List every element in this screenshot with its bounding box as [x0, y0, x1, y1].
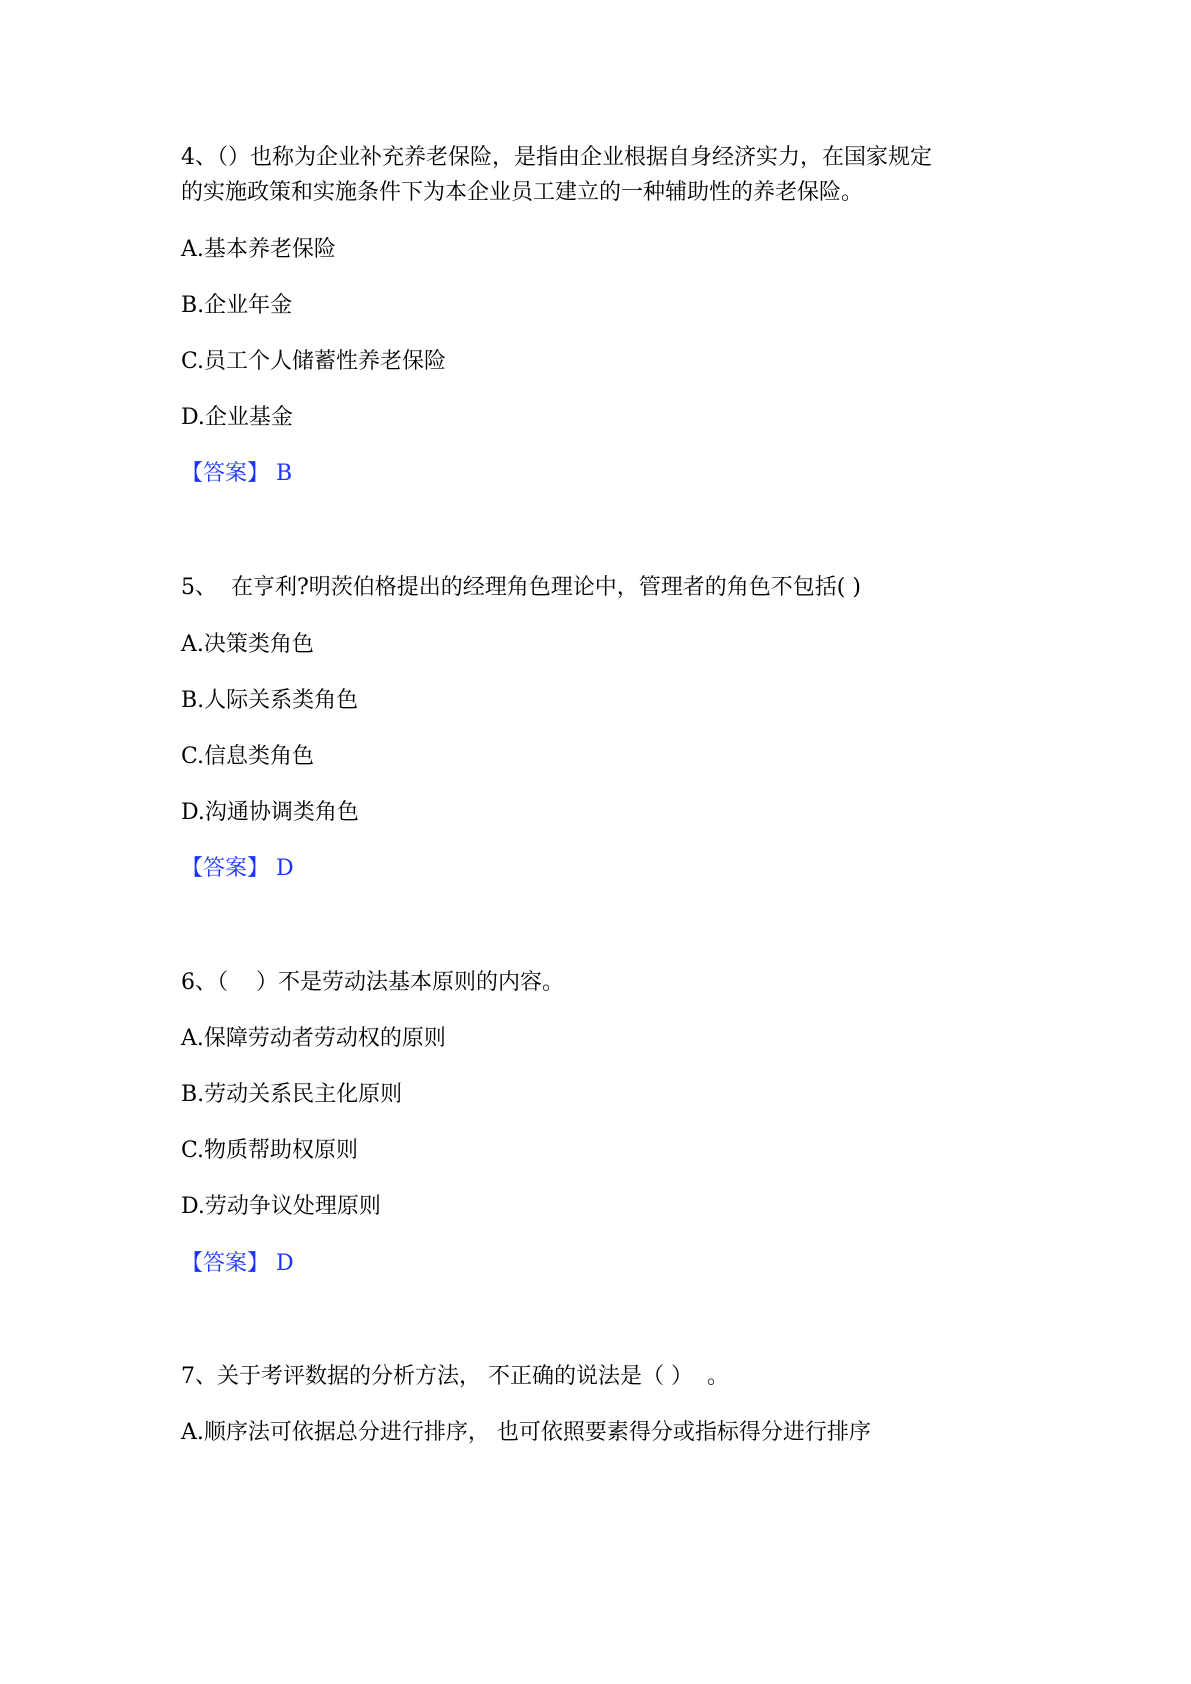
question-6-option-b: B.劳动关系民主化原则	[181, 1082, 403, 1107]
question-5-stem-line-1: 5、 在亨利?明茨伯格提出的经理角色理论中，管理者的角色不包括( )	[181, 575, 861, 600]
question-4-option-d: D.企业基金	[181, 405, 293, 430]
question-5-option-a: A.决策类角色	[181, 632, 314, 657]
question-5-option-b: B.人际关系类角色	[181, 688, 359, 713]
question-4-answer: 【答案】 B	[181, 461, 293, 486]
question-4-stem-line-2: 的实施政策和实施条件下为本企业员工建立的一种辅助性的养老保险。	[181, 180, 864, 205]
question-4-option-c: C.员工个人储蓄性养老保险	[181, 349, 447, 374]
question-5-option-d: D.沟通协调类角色	[181, 800, 359, 825]
question-5-answer: 【答案】 D	[181, 856, 294, 881]
question-4-stem-line-1: 4、（）也称为企业补充养老保险，是指由企业根据自身经济实力，在国家规定	[181, 145, 932, 170]
question-6-stem-line-1: 6、（ ）不是劳动法基本原则的内容。	[181, 970, 564, 995]
question-5-option-c: C.信息类角色	[181, 744, 315, 769]
question-7-stem-line-1: 7、关于考评数据的分析方法， 不正确的说法是（ ） 。	[181, 1364, 729, 1389]
question-6-answer: 【答案】 D	[181, 1251, 294, 1276]
question-7-option-a: A.顺序法可依据总分进行排序， 也可依照要素得分或指标得分进行排序	[181, 1420, 871, 1445]
question-4-option-a: A.基本养老保险	[181, 237, 336, 262]
question-6-option-c: C.物质帮助权原则	[181, 1138, 359, 1163]
question-6-option-a: A.保障劳动者劳动权的原则	[181, 1026, 446, 1051]
question-6-option-d: D.劳动争议处理原则	[181, 1194, 381, 1219]
question-4-option-b: B.企业年金	[181, 293, 293, 318]
